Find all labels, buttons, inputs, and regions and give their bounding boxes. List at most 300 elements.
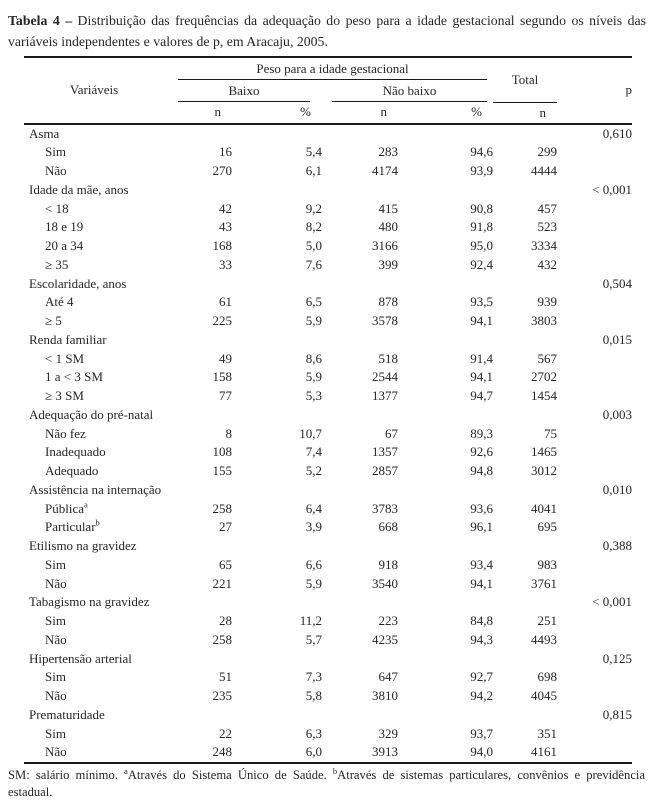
row-label: 20 a 34 xyxy=(45,238,84,253)
pct-low-cell xyxy=(232,181,322,200)
pct-low-cell: 6,1 xyxy=(305,163,322,178)
row-label: Sim xyxy=(45,144,66,160)
variable-group-row xyxy=(24,706,632,725)
category-row xyxy=(24,200,632,219)
row-label: Asma xyxy=(29,125,60,141)
pct-not-low-cell: 94,7 xyxy=(470,388,494,403)
pct-low-cell xyxy=(232,481,322,500)
n-not-low-cell xyxy=(322,481,398,500)
total-cell xyxy=(493,593,557,612)
row-label: Não xyxy=(45,688,67,703)
n-not-low-cell: 3783 xyxy=(372,500,398,516)
row-label: Sim xyxy=(45,613,66,628)
p-value-cell xyxy=(557,387,632,406)
n-not-low-cell: 878 xyxy=(378,294,398,310)
total-cell: 3334 xyxy=(531,238,558,253)
total-cell xyxy=(493,481,557,500)
n-not-low-cell: 3166 xyxy=(372,238,398,253)
n-not-low-cell: 4174 xyxy=(372,163,398,178)
pct-not-low-cell xyxy=(398,650,493,669)
pct-low-cell: 10,7 xyxy=(299,425,322,441)
n-low-cell: 43 xyxy=(219,219,232,235)
pct-not-low-cell: 96,1 xyxy=(470,519,494,535)
total-cell: 4161 xyxy=(531,744,558,760)
total-cell: 698 xyxy=(537,669,558,685)
column-header-variables: Variáveis xyxy=(24,57,164,124)
p-value-cell xyxy=(557,612,632,631)
total-cell xyxy=(493,706,557,725)
n-low-cell xyxy=(164,124,232,144)
total-cell xyxy=(493,537,557,556)
pct-not-low-cell: 84,8 xyxy=(470,613,494,628)
p-value-cell: 0,504 xyxy=(602,275,633,291)
pct-not-low-cell: 93,6 xyxy=(470,500,494,516)
pct-low-cell xyxy=(232,537,322,556)
pct-not-low-cell xyxy=(398,275,493,294)
category-row xyxy=(24,350,632,369)
row-label: Não fez xyxy=(45,425,86,441)
n-low-cell: 42 xyxy=(219,200,232,216)
table-caption-number: Tabela 4 – xyxy=(8,13,73,28)
n-not-low-cell: 3540 xyxy=(372,575,398,591)
footnote-marker-a: a xyxy=(124,765,128,776)
row-label: < 18 xyxy=(45,200,69,216)
row-label: Não xyxy=(45,631,67,647)
column-header-not-low xyxy=(322,80,493,102)
total-cell: 2702 xyxy=(531,369,558,385)
pct-low-cell: 7,6 xyxy=(305,256,322,272)
category-row xyxy=(24,462,632,481)
total-cell: 567 xyxy=(537,350,558,366)
column-header-n-total: n xyxy=(493,102,557,124)
total-cell: 75 xyxy=(544,425,558,441)
pct-low-cell: 5,0 xyxy=(305,238,322,253)
category-row xyxy=(24,443,632,462)
variable-group-row xyxy=(24,124,632,144)
n-low-cell xyxy=(164,481,232,500)
p-value-cell: 0,010 xyxy=(602,481,633,497)
row-label: Prematuridade xyxy=(29,706,105,722)
n-low-cell: 49 xyxy=(219,350,232,366)
header-row-1 xyxy=(24,57,632,80)
total-cell: 4041 xyxy=(531,500,558,516)
footnote-reference: a xyxy=(84,499,88,510)
n-low-cell xyxy=(164,706,232,725)
p-value-cell: < 0,001 xyxy=(592,594,633,610)
total-cell: 1454 xyxy=(531,388,558,403)
row-label: Não xyxy=(45,575,67,591)
n-low-cell: 221 xyxy=(212,575,232,591)
p-value-cell xyxy=(557,687,632,706)
category-row xyxy=(24,556,632,575)
pct-not-low-cell: 92,4 xyxy=(470,256,494,272)
n-not-low-cell: 3578 xyxy=(372,313,398,328)
total-cell: 983 xyxy=(537,556,558,572)
pct-low-cell: 11,2 xyxy=(299,613,322,628)
p-value-cell xyxy=(557,425,632,444)
total-cell: 695 xyxy=(537,519,558,535)
p-value-cell xyxy=(557,500,632,519)
pct-low-cell xyxy=(232,331,322,350)
column-header-weight-group-label: Peso para a idade gestacional xyxy=(178,59,487,80)
row-label: Escolaridade, anos xyxy=(29,275,127,291)
n-not-low-cell xyxy=(322,706,398,725)
footnote-sm-definition: SM: salário mínimo. xyxy=(8,768,125,782)
pct-not-low-cell: 92,7 xyxy=(470,669,494,685)
n-not-low-cell xyxy=(322,124,398,144)
n-low-cell: 8 xyxy=(225,425,232,441)
pct-low-cell: 3,9 xyxy=(305,519,322,535)
n-not-low-cell: 2544 xyxy=(372,369,398,385)
pct-not-low-cell: 94,1 xyxy=(470,313,494,328)
n-not-low-cell: 518 xyxy=(378,350,398,366)
n-not-low-cell xyxy=(322,406,398,425)
row-label: Não xyxy=(45,163,67,178)
n-not-low-cell: 647 xyxy=(378,669,398,685)
n-not-low-cell: 3913 xyxy=(372,744,398,760)
total-cell: 3803 xyxy=(531,313,558,328)
category-row xyxy=(24,218,632,237)
total-cell xyxy=(493,331,557,350)
row-label: Idade da mãe, anos xyxy=(29,181,129,197)
n-low-cell: 61 xyxy=(219,294,232,310)
pct-low-cell xyxy=(232,706,322,725)
column-header-low-label: Baixo xyxy=(178,81,310,102)
n-not-low-cell: 67 xyxy=(385,425,398,441)
p-value-cell: 0,003 xyxy=(602,406,633,422)
n-low-cell xyxy=(164,537,232,556)
n-not-low-cell xyxy=(322,650,398,669)
n-low-cell: 258 xyxy=(212,631,232,647)
n-not-low-cell: 283 xyxy=(378,144,398,160)
pct-not-low-cell xyxy=(398,124,493,144)
total-cell xyxy=(493,650,557,669)
n-low-cell: 51 xyxy=(219,669,232,685)
n-not-low-cell xyxy=(322,275,398,294)
n-low-cell: 155 xyxy=(212,463,232,478)
total-cell: 432 xyxy=(537,256,558,272)
category-row xyxy=(24,143,632,162)
pct-not-low-cell: 94,2 xyxy=(470,688,494,703)
n-not-low-cell xyxy=(322,331,398,350)
category-row xyxy=(24,387,632,406)
pct-not-low-cell: 94,1 xyxy=(470,575,494,591)
pct-not-low-cell: 91,8 xyxy=(470,219,494,235)
p-value-cell xyxy=(557,237,632,256)
column-header-not-low-label: Não baixo xyxy=(332,81,487,102)
n-low-cell: 16 xyxy=(219,144,232,160)
pct-not-low-cell: 90,8 xyxy=(470,200,494,216)
p-value-cell xyxy=(557,162,632,181)
total-cell xyxy=(493,124,557,144)
n-low-cell: 33 xyxy=(219,256,232,272)
row-label: ≥ 5 xyxy=(45,313,62,328)
variable-group-row xyxy=(24,481,632,500)
p-value-cell: 0,015 xyxy=(602,331,633,347)
p-value-cell: 0,610 xyxy=(602,125,633,141)
pct-low-cell xyxy=(232,124,322,144)
table-header xyxy=(24,57,632,124)
pct-not-low-cell: 94,0 xyxy=(470,744,494,760)
n-low-cell: 225 xyxy=(212,313,232,328)
pct-not-low-cell: 94,6 xyxy=(470,144,494,160)
pct-not-low-cell xyxy=(398,181,493,200)
total-cell: 4444 xyxy=(531,163,558,178)
row-label: Sim xyxy=(45,669,66,685)
p-value-cell xyxy=(557,368,632,387)
row-label: Sim xyxy=(45,556,66,572)
p-value-cell xyxy=(557,743,632,763)
category-row xyxy=(24,743,632,763)
n-low-cell xyxy=(164,406,232,425)
row-label: Renda familiar xyxy=(29,331,107,347)
total-cell: 4493 xyxy=(531,631,558,647)
category-row xyxy=(24,668,632,687)
n-low-cell: 248 xyxy=(212,744,232,760)
pct-not-low-cell xyxy=(398,706,493,725)
pct-low-cell: 5,8 xyxy=(305,688,322,703)
pct-low-cell: 5,4 xyxy=(305,144,322,160)
category-row xyxy=(24,612,632,631)
total-cell: 251 xyxy=(537,613,558,628)
p-value-cell xyxy=(557,518,632,537)
n-not-low-cell: 1357 xyxy=(372,444,398,460)
n-low-cell xyxy=(164,331,232,350)
p-value-cell: 0,815 xyxy=(602,706,633,722)
p-value-cell: 0,125 xyxy=(602,650,633,666)
pct-low-cell: 6,3 xyxy=(305,725,322,741)
pct-low-cell xyxy=(232,275,322,294)
pct-low-cell: 9,2 xyxy=(305,200,322,216)
pct-low-cell: 7,4 xyxy=(305,444,322,460)
category-row xyxy=(24,162,632,181)
n-not-low-cell xyxy=(322,537,398,556)
p-value-cell: 0,388 xyxy=(602,538,633,553)
total-cell: 4045 xyxy=(531,688,558,703)
n-not-low-cell: 2857 xyxy=(372,463,398,478)
row-label: ≥ 3 SM xyxy=(45,388,84,403)
p-value-cell xyxy=(557,668,632,687)
pct-low-cell: 6,0 xyxy=(305,744,322,760)
pct-low-cell: 7,3 xyxy=(305,669,322,685)
n-not-low-cell: 4235 xyxy=(372,631,398,647)
row-label: Etilismo na gravidez xyxy=(29,538,137,553)
column-header-n-not-low: n xyxy=(322,102,398,124)
category-row xyxy=(24,256,632,275)
variable-group-row xyxy=(24,406,632,425)
row-label: < 1 SM xyxy=(45,350,85,366)
pct-low-cell: 6,4 xyxy=(305,500,322,516)
pct-low-cell: 5,7 xyxy=(305,631,322,647)
n-low-cell: 77 xyxy=(219,388,232,403)
total-cell: 3012 xyxy=(531,463,558,478)
category-row xyxy=(24,575,632,594)
n-low-cell: 28 xyxy=(219,613,232,628)
pct-not-low-cell: 95,0 xyxy=(470,238,494,253)
p-value-cell xyxy=(557,575,632,594)
category-row xyxy=(24,312,632,331)
category-row xyxy=(24,687,632,706)
table-caption xyxy=(8,10,646,52)
n-low-cell xyxy=(164,593,232,612)
total-cell: 523 xyxy=(537,219,558,235)
pct-not-low-cell: 93,4 xyxy=(470,556,494,572)
row-label: Sim xyxy=(45,725,66,741)
row-label: Adequado xyxy=(45,463,99,478)
row-label: Inadequado xyxy=(45,444,106,460)
total-cell xyxy=(493,275,557,294)
column-header-total: Total xyxy=(493,57,557,102)
frequency-table xyxy=(24,56,632,764)
pct-low-cell: 8,2 xyxy=(305,219,322,235)
n-low-cell xyxy=(164,181,232,200)
pct-low-cell: 5,9 xyxy=(305,575,322,591)
pct-low-cell xyxy=(232,593,322,612)
p-value-cell xyxy=(557,631,632,650)
category-row xyxy=(24,425,632,444)
row-label: Tabagismo na gravidez xyxy=(29,594,150,610)
row-label: ≥ 35 xyxy=(45,256,69,272)
p-value-cell xyxy=(557,556,632,575)
p-value-cell xyxy=(557,312,632,331)
row-label: Até 4 xyxy=(45,294,74,310)
n-low-cell: 27 xyxy=(219,519,232,535)
table-body xyxy=(24,124,632,764)
pct-not-low-cell xyxy=(398,406,493,425)
column-header-pct-not-low: % xyxy=(398,102,493,124)
variable-group-row xyxy=(24,593,632,612)
footnote-sus-definition: Através do Sistema Único de Saúde. xyxy=(127,768,333,782)
pct-not-low-cell: 94,8 xyxy=(470,463,494,478)
p-value-cell xyxy=(557,350,632,369)
n-not-low-cell: 1377 xyxy=(372,388,398,403)
row-label: 18 e 19 xyxy=(45,219,84,235)
p-value-cell xyxy=(557,218,632,237)
column-header-weight-group xyxy=(164,57,493,80)
category-row xyxy=(24,631,632,650)
row-label: Não xyxy=(45,744,67,760)
n-low-cell xyxy=(164,650,232,669)
category-row xyxy=(24,725,632,744)
pct-low-cell xyxy=(232,650,322,669)
n-not-low-cell: 223 xyxy=(378,613,398,628)
n-low-cell: 168 xyxy=(212,238,232,253)
pct-low-cell: 5,2 xyxy=(305,463,322,478)
n-not-low-cell xyxy=(322,181,398,200)
total-cell: 1465 xyxy=(531,444,558,460)
n-not-low-cell xyxy=(322,593,398,612)
total-cell: 939 xyxy=(537,294,558,310)
total-cell xyxy=(493,406,557,425)
n-low-cell: 108 xyxy=(212,444,232,460)
row-label: Assistência na internação xyxy=(29,481,162,497)
n-low-cell: 65 xyxy=(219,556,232,572)
variable-group-row xyxy=(24,331,632,350)
column-header-p: p xyxy=(557,57,632,124)
n-low-cell: 258 xyxy=(212,500,232,516)
table-footnote xyxy=(8,767,646,800)
total-cell: 457 xyxy=(537,200,558,216)
footnote-private-definition: Através de sistemas particulares, convênios e previdência estadual. xyxy=(8,768,645,799)
row-label: Particular$^b$ xyxy=(45,517,100,535)
n-low-cell: 235 xyxy=(212,688,232,703)
n-not-low-cell: 415 xyxy=(378,200,398,216)
category-row xyxy=(24,293,632,312)
total-cell: 299 xyxy=(537,144,558,160)
p-value-cell xyxy=(557,293,632,312)
variable-group-row xyxy=(24,650,632,669)
p-value-cell xyxy=(557,256,632,275)
category-row xyxy=(24,500,632,519)
n-not-low-cell: 480 xyxy=(378,219,398,235)
pct-not-low-cell: 94,1 xyxy=(470,369,494,385)
pct-not-low-cell: 89,3 xyxy=(470,425,494,441)
p-value-cell: < 0,001 xyxy=(592,181,633,197)
pct-not-low-cell xyxy=(398,481,493,500)
column-header-pct-low: % xyxy=(232,102,322,124)
p-value-cell xyxy=(557,143,632,162)
total-cell: 3761 xyxy=(531,575,558,591)
variable-group-row xyxy=(24,537,632,556)
pct-not-low-cell: 93,9 xyxy=(470,163,494,178)
n-not-low-cell: 329 xyxy=(378,725,398,741)
n-not-low-cell: 668 xyxy=(378,519,398,535)
total-cell xyxy=(493,181,557,200)
pct-not-low-cell: 93,7 xyxy=(470,725,494,741)
n-low-cell: 158 xyxy=(212,369,232,385)
pct-low-cell: 5,3 xyxy=(305,388,322,403)
pct-low-cell: 6,6 xyxy=(305,556,322,572)
footnote-marker-b: b xyxy=(332,765,338,776)
column-header-low xyxy=(164,80,322,102)
row-label: 1 a < 3 SM xyxy=(45,369,103,385)
pct-low-cell: 5,9 xyxy=(305,313,322,328)
pct-not-low-cell: 93,5 xyxy=(470,294,494,310)
pct-not-low-cell: 94,3 xyxy=(470,631,494,647)
category-row xyxy=(24,368,632,387)
pct-not-low-cell: 92,6 xyxy=(470,444,494,460)
row-label: Hipertensão arterial xyxy=(29,650,132,666)
n-not-low-cell: 918 xyxy=(378,556,398,572)
variable-group-row xyxy=(24,181,632,200)
pct-low-cell: 6,5 xyxy=(305,294,322,310)
category-row xyxy=(24,518,632,537)
pct-low-cell: 5,9 xyxy=(305,369,322,385)
row-label: Adequação do pré-natal xyxy=(29,406,154,422)
n-not-low-cell: 399 xyxy=(378,256,398,272)
pct-low-cell: 8,6 xyxy=(305,350,322,366)
category-row xyxy=(24,237,632,256)
table-caption-text: Distribuição das frequências da adequação do peso para a idade gestacional segundo os níveis das variáveis independentes e valores de p, em Aracaju, 2005. xyxy=(8,13,646,49)
column-header-n-low: n xyxy=(164,102,232,124)
pct-not-low-cell xyxy=(398,593,493,612)
pct-not-low-cell xyxy=(398,537,493,556)
n-not-low-cell: 3810 xyxy=(372,688,398,703)
variable-group-row xyxy=(24,275,632,294)
row-label: Pública$^a$ xyxy=(45,499,88,516)
pct-not-low-cell: 91,4 xyxy=(470,350,494,366)
n-low-cell xyxy=(164,275,232,294)
p-value-cell xyxy=(557,200,632,219)
p-value-cell xyxy=(557,443,632,462)
pct-not-low-cell xyxy=(398,331,493,350)
pct-low-cell xyxy=(232,406,322,425)
p-value-cell xyxy=(557,725,632,744)
n-low-cell: 22 xyxy=(219,725,232,741)
footnote-reference: b xyxy=(95,517,100,528)
p-value-cell xyxy=(557,462,632,481)
n-low-cell: 270 xyxy=(212,163,232,178)
